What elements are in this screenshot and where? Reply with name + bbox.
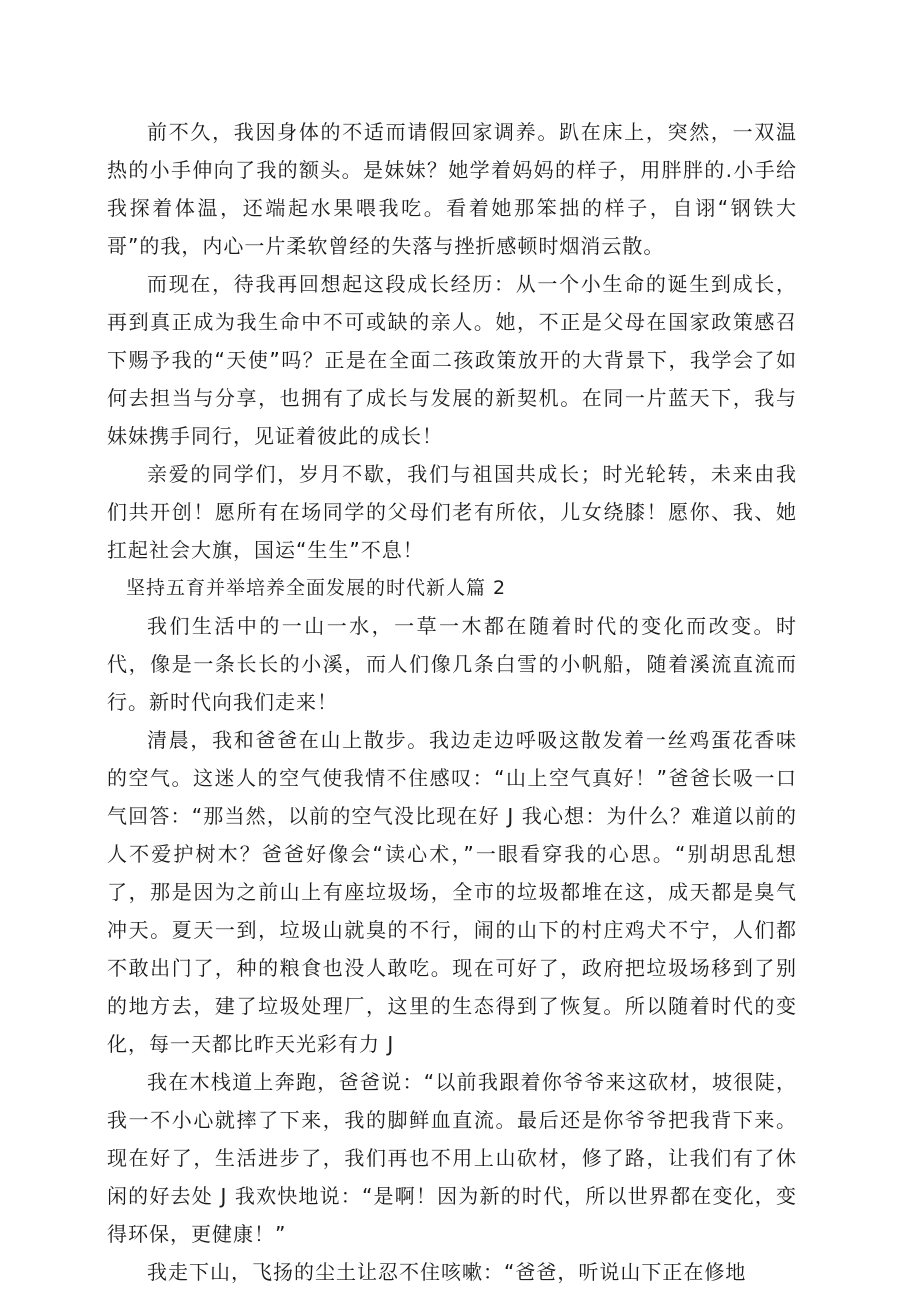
document-body [107,113,797,1291]
paragraph: 前不久，我因身体的不适而请假回家调养。趴在床上，突然，一双温热的小手伸向了我的额头。是妹妹？她学着妈妈的样子，用胖胖的.小手给我探着体温，还端起水果喂我吃。看着她那笨拙的样子，自诩“钢铁大哥”的我，内心一片柔软曾经的失落与挫折感顿时烟消云散。 [107,120,797,258]
section-heading: 坚持五育并举培养全面发展的时代新人篇 2 [126,577,507,599]
paragraph: 亲爱的同学们，岁月不歇，我们与祖国共成长；时光轮转，未来由我们共开创！愿所有在场同学的父母们老有所依，儿女绕膝！愿你、我、她扛起社会大旗，国运“生生”不息！ [107,462,797,562]
paragraph: 我走下山，飞扬的尘土让忍不住咳嗽：“爸爸，听说山下正在修地 [147,1260,747,1284]
paragraph: 清晨，我和爸爸在山上散步。我边走边呼吸这散发着一丝鸡蛋花香味的空气。这迷人的空气使我情不住感叹：“山上空气真好！”爸爸长吸一口气回答：“那当然，以前的空气没比现在好 J 我心想：为什么？难道以前的人不爱护树木？爸爸好像会“读心术，”一眼看穿我的心思。“别胡思乱想了，那是因为之前山上有座垃圾场，全市的垃圾都堆在这，成天都是臭气冲天。夏天一到，垃圾山就臭的不行，闹的山下的村庄鸡犬不宁，人们都不敢出门了，种的粮食也没人敢吃。现在可好了，政府把垃圾场移到了别的地方去，建了垃圾处理厂，这里的生态得到了恢复。所以随着时代的变化，每一天都比昨天光彩有力 J [107,728,797,1056]
paragraph: 而现在，待我再回想起这段成长经历：从一个小生命的诞生到成长，再到真正成为我生命中不可或缺的亲人。她，不正是父母在国家政策感召下赐予我的“天使”吗？正是在全面二孩政策放开的大背景下，我学会了如何去担当与分享，也拥有了成长与发展的新契机。在同一片蓝天下，我与妹妹携手同行，见证着彼此的成长！ [107,272,797,448]
paragraph: 我们生活中的一山一水，一草一木都在随着时代的变化而改变。时代，像是一条长长的小溪，而人们像几条白雪的小帆船，随着溪流直流而行。新时代向我们走来！ [107,614,797,714]
paragraph: 我在木栈道上奔跑，爸爸说：“以前我跟着你爷爷来这砍材，坡很陡，我一不小心就摔了下来，我的脚鲜血直流。最后还是你爷爷把我背下来。现在好了，生活进步了，我们再也不用上山砍材，修了路，让我们有了休闲的好去处 J 我欢快地说：“是啊！因为新的时代，所以世界都在变化，变得环保，更健康！” [107,1070,797,1246]
